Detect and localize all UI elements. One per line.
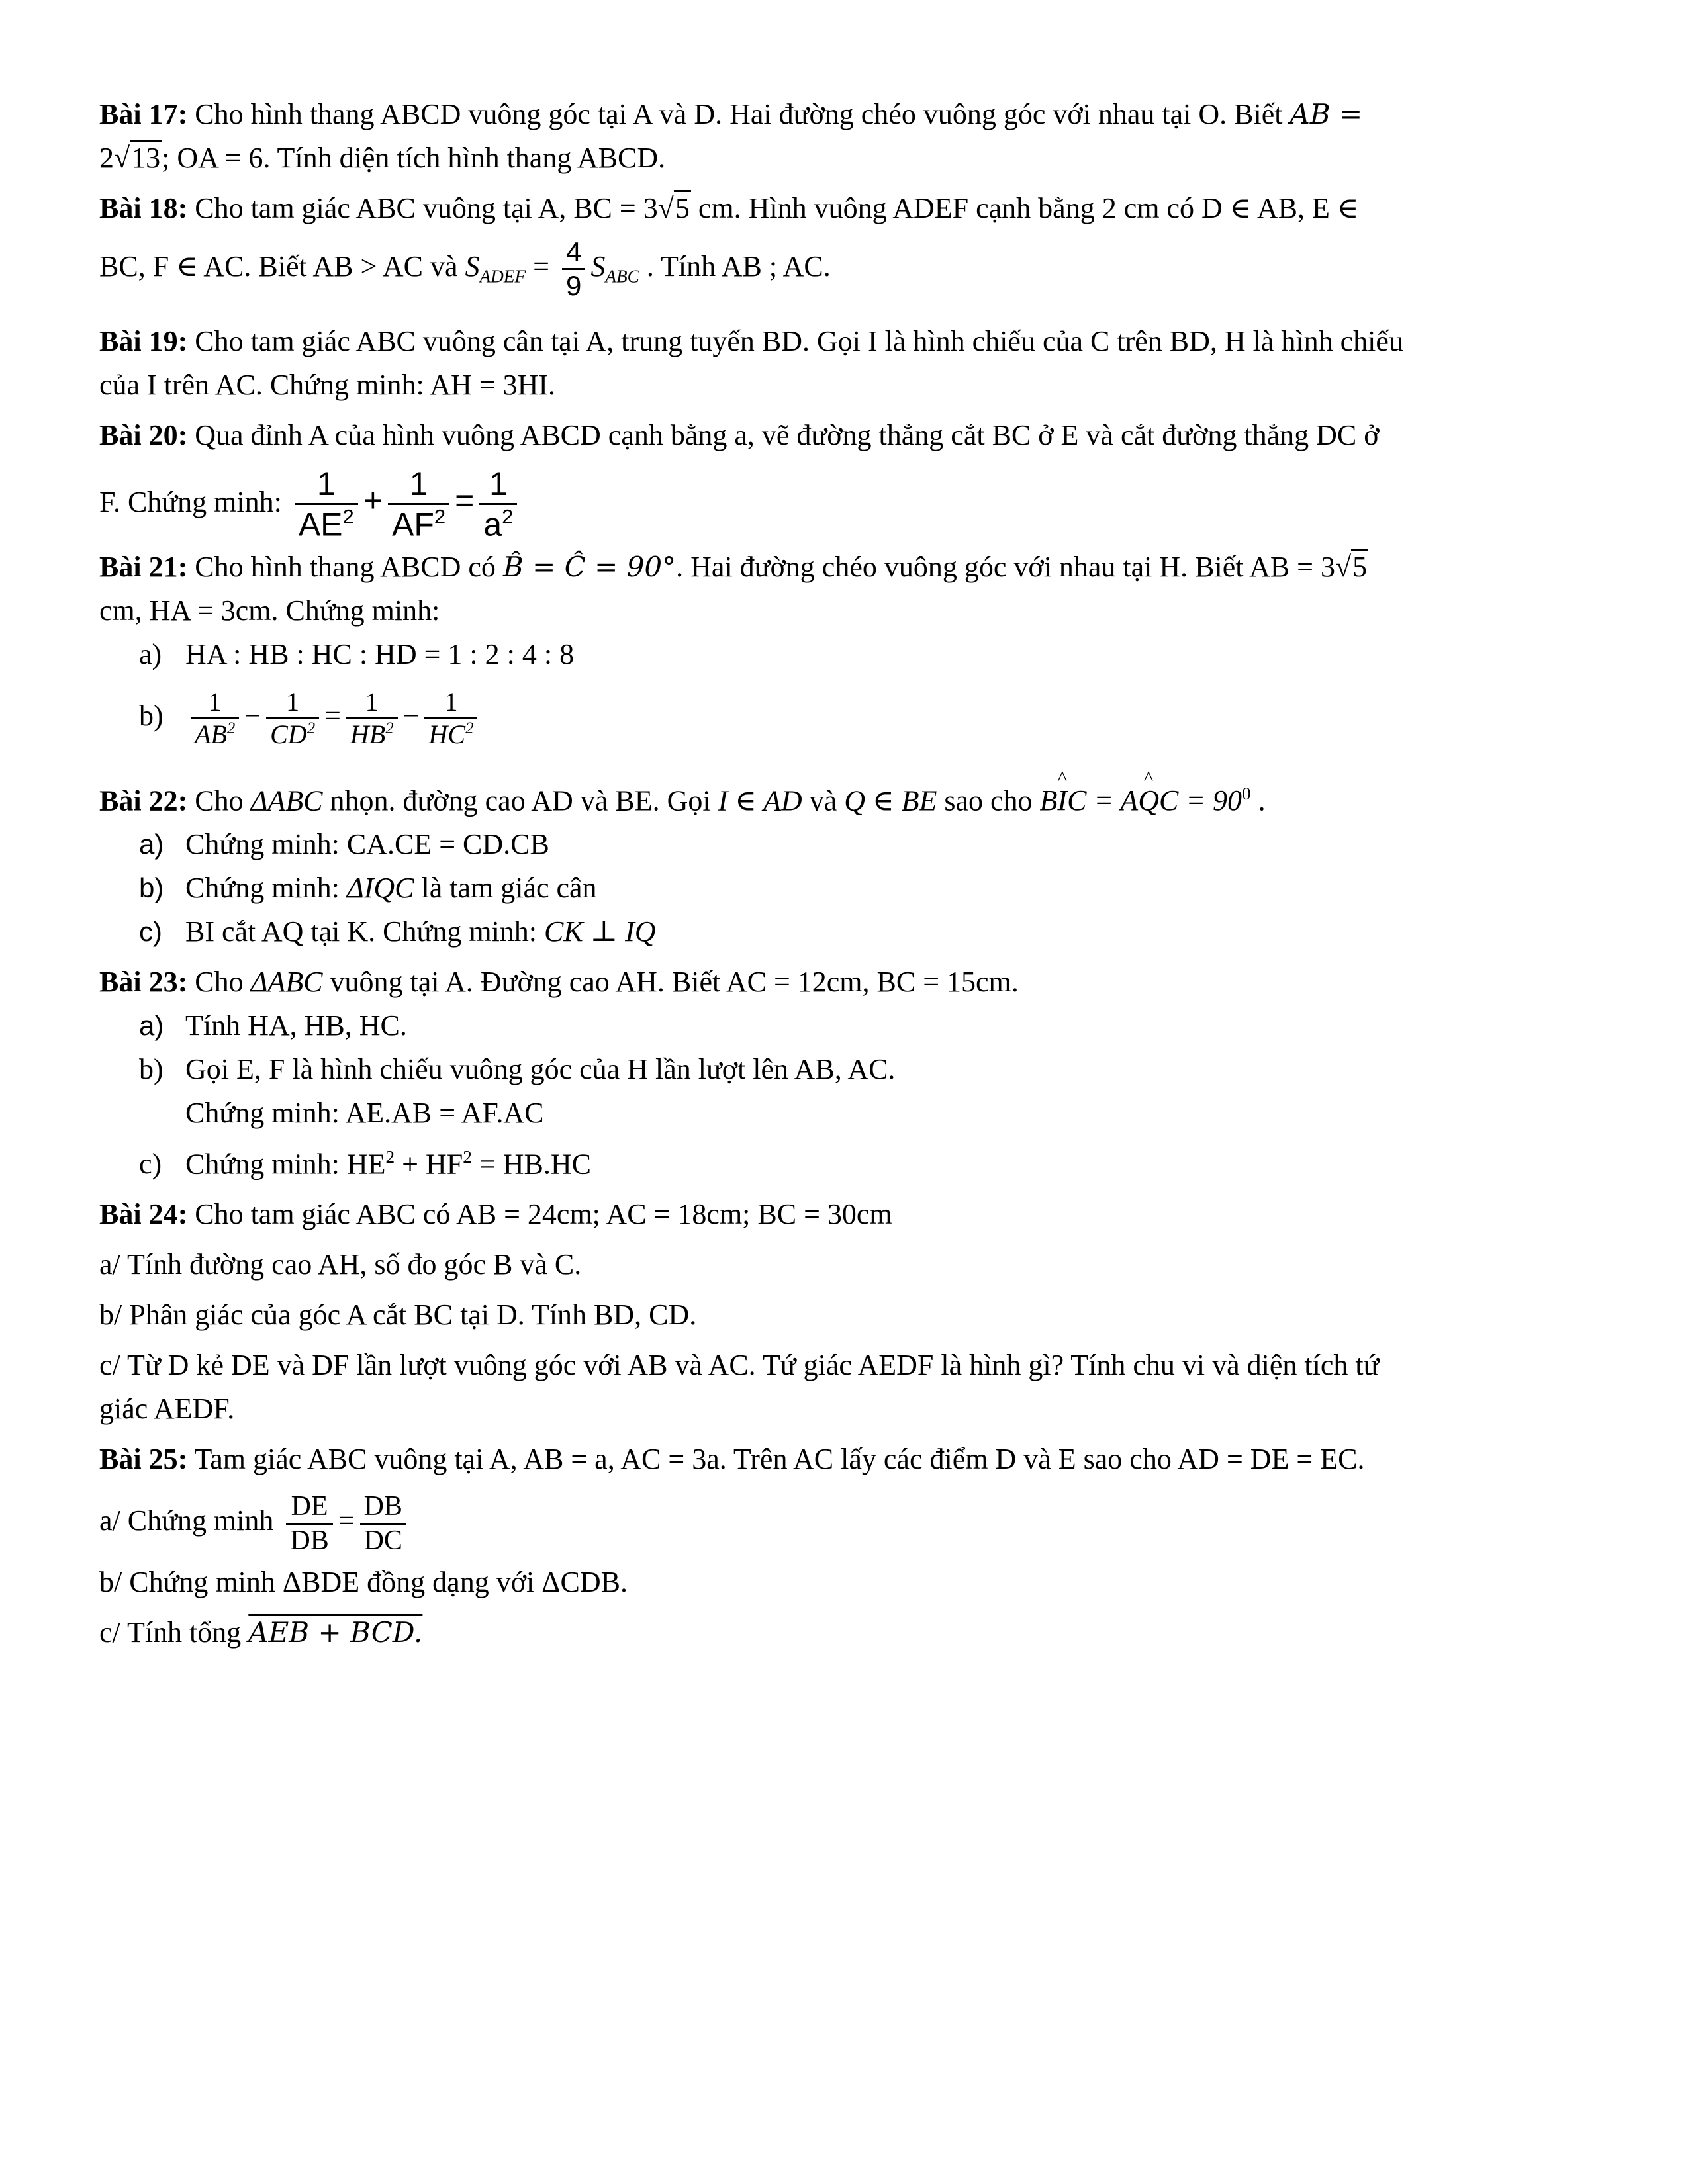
exercise-22-text5: . bbox=[1250, 784, 1266, 817]
exercise-21-text1: Cho hình thang ABCD có bbox=[187, 550, 503, 583]
exercise-21: Bài 21: Cho hình thang ABCD có B̂ = Ĉ = 90°. Hai đường chéo vuông góc với nhau tại H. Biết AB = 3√5 cm, HA = 3cm. Chứng minh: a) HA : HB : HC : HD = 1 : 2 : 4 : 8 b) $\frac{1}{AB^2}$ − $\frac{1}{CD^2}$ = $\frac{1}{HB^2}$ − $\frac{1}{HC^2}$ bbox=[99, 545, 1589, 756]
exercise-19-text2: của I trên AC. Chứng minh: AH = 3HI. bbox=[99, 368, 556, 401]
exercise-23-c-pre: Chứng minh: HE bbox=[185, 1148, 386, 1181]
exercise-21-radicand: 5 bbox=[1351, 549, 1368, 583]
exercise-22-text1: Cho bbox=[187, 784, 251, 817]
exercise-21-b-f3-num: 1 bbox=[346, 687, 398, 719]
exercise-21-b-f3-exp: 2 bbox=[385, 719, 394, 738]
exercise-20-frac3-num: 1 bbox=[479, 465, 517, 506]
exercise-25-b: b/ Chứng minh ΔBDE đồng dạng với ΔCDB. bbox=[99, 1566, 628, 1599]
exercise-20 bbox=[99, 414, 1589, 545]
exercise-25-a-f2-den: DC bbox=[363, 1525, 402, 1556]
exercise-21-b-f1-num: 1 bbox=[191, 687, 239, 719]
exercise-18-s2: S bbox=[590, 250, 606, 283]
exercise-25-text1: Tam giác ABC vuông tại A, AB = a, AC = 3a. Trên AC lấy các điểm D và E sao cho AD = DE = EC. bbox=[187, 1443, 1365, 1476]
exercise-18: Bài 18: Cho tam giác ABC vuông tại A, BC = 3√5 cm. Hình vuông ADEF cạnh bằng 2 cm có D ∈ AB, E ∈ BC, F ∈ AC. Biết AB > AC và $S_{ADEF}$ = $\frac{4}{9}$ $S_{ABC}$ . Tính AB ; AC. bbox=[99, 187, 1589, 313]
exercise-22-text4: sao cho bbox=[937, 784, 1040, 817]
exercise-22-degree: 0 bbox=[1242, 783, 1251, 803]
exercise-22-c-math: CK ⊥ IQ bbox=[544, 915, 656, 948]
exercise-18-frac-den: 9 bbox=[565, 270, 582, 302]
exercise-20-frac1-den: AE bbox=[298, 506, 343, 543]
exercise-20-frac1-exp: 2 bbox=[342, 505, 354, 529]
exercise-23-c-exp1: 2 bbox=[385, 1146, 395, 1167]
exercise-24-a: a/ Tính đường cao AH, số đo góc B và C. bbox=[99, 1248, 582, 1281]
exercise-20-label: Bài 20: bbox=[99, 418, 188, 451]
exercise-22-label: Bài 22: bbox=[99, 784, 188, 817]
exercise-25-a-eq: = bbox=[338, 1504, 355, 1537]
exercise-21-b-f3-den: HB bbox=[350, 719, 386, 749]
exercise-25-a-f2-num: DB bbox=[360, 1490, 406, 1524]
exercise-17-label: Bài 17: bbox=[99, 98, 188, 130]
exercise-18-eq: = bbox=[526, 250, 557, 283]
exercise-21-text2: . Hai đường chéo vuông góc với nhau tại H. Biết AB = 3 bbox=[676, 550, 1335, 583]
exercise-20-plus: + bbox=[363, 481, 383, 519]
exercise-22-math3a: B bbox=[1039, 784, 1058, 817]
exercise-21-b-f2-den: CD bbox=[270, 719, 307, 749]
exercise-21-b-eq: = bbox=[324, 699, 341, 732]
exercise-20-text2: F. Chứng minh: bbox=[99, 485, 289, 518]
exercise-17-text: Cho hình thang ABCD vuông góc tại A và D. Hai đường chéo vuông góc với nhau tại O. Biết bbox=[187, 98, 1290, 130]
exercise-21-b-label: b) bbox=[139, 699, 164, 732]
exercise-24-label: Bài 24: bbox=[99, 1198, 188, 1231]
exercise-18-s1-sub: ADEF bbox=[479, 266, 526, 287]
exercise-23-c-mid: + HF bbox=[395, 1148, 463, 1181]
exercise-22-a-label: a) bbox=[139, 828, 164, 860]
exercise-17-math-ab: AB = bbox=[1289, 98, 1363, 130]
exercise-18-s1: S bbox=[465, 250, 480, 283]
exercise-21-a-label: a) bbox=[139, 637, 162, 670]
exercise-17-line2-post: ; OA = 6. Tính diện tích hình thang ABCD. bbox=[162, 142, 666, 174]
exercise-23-b-text2: Chứng minh: AE.AB = AF.AC bbox=[185, 1096, 544, 1129]
exercise-21-b-minus2: − bbox=[402, 699, 420, 732]
exercise-22-b-label: b) bbox=[139, 872, 164, 903]
exercise-25-a-f1-den: DB bbox=[290, 1525, 329, 1556]
exercise-19-label: Bài 19: bbox=[99, 324, 188, 357]
exercise-21-b-f1-exp: 2 bbox=[226, 719, 236, 738]
exercise-21-a-text: HA : HB : HC : HD = 1 : 2 : 4 : 8 bbox=[185, 637, 575, 670]
exercise-22-math2: Q ∈ BE bbox=[844, 784, 937, 817]
exercise-21-angles: B̂ = Ĉ = 90° bbox=[502, 550, 677, 583]
exercise-22-math3e: C = 90 bbox=[1158, 784, 1243, 817]
exercise-22-math1: I ∈ AD bbox=[718, 784, 802, 817]
exercise-25-c-math: AEB + BCD. bbox=[248, 1616, 423, 1649]
exercise-22 bbox=[99, 772, 1589, 954]
exercise-23-c-exp2: 2 bbox=[463, 1146, 472, 1167]
exercise-24-b: b/ Phân giác của góc A cắt BC tại D. Tính BD, CD. bbox=[99, 1298, 697, 1332]
exercise-17-line2-pre: 2 bbox=[99, 142, 114, 174]
exercise-23-c-post: = HB.HC bbox=[471, 1148, 591, 1181]
exercise-18-line2b: . Tính AB ; AC. bbox=[639, 250, 831, 283]
exercise-23-triangle: ΔABC bbox=[250, 965, 323, 998]
exercise-24-text1: Cho tam giác ABC có AB = 24cm; AC = 18cm; BC = 30cm bbox=[187, 1198, 892, 1231]
exercise-21-b-minus1: − bbox=[244, 699, 261, 732]
exercise-23 bbox=[99, 960, 1589, 1186]
exercise-19-text1: Cho tam giác ABC vuông cân tại A, trung tuyến BD. Gọi I là hình chiếu của C trên BD, H là hình chiếu bbox=[187, 324, 1403, 357]
exercise-22-c-text: BI cắt AQ tại K. Chứng minh: bbox=[185, 915, 545, 948]
exercise-22-c-label: c) bbox=[139, 915, 162, 947]
exercise-20-frac1-num: 1 bbox=[295, 465, 358, 506]
exercise-21-label: Bài 21: bbox=[99, 550, 188, 583]
exercise-22-text3: và bbox=[802, 784, 845, 817]
exercise-21-text3: cm, HA = 3cm. Chứng minh: bbox=[99, 594, 440, 627]
exercise-19 bbox=[99, 320, 1589, 407]
exercise-21-b-f4-den: HC bbox=[428, 719, 466, 749]
exercise-22-math3c: C = A bbox=[1067, 784, 1139, 817]
exercise-20-frac3-exp: 2 bbox=[502, 505, 514, 529]
exercise-20-frac2-num: 1 bbox=[388, 465, 449, 506]
exercise-22-b-text1: Chứng minh: bbox=[185, 871, 347, 904]
exercise-22-a-text: Chứng minh: CA.CE = CD.CB bbox=[185, 827, 549, 860]
exercise-18-text1: Cho tam giác ABC vuông tại A, BC = 3 bbox=[187, 192, 658, 224]
exercise-18-text2: cm. Hình vuông ADEF cạnh bằng 2 cm có D ∈ AB, E ∈ bbox=[690, 192, 1359, 224]
exercise-24-c2: giác AEDF. bbox=[99, 1392, 235, 1426]
exercise-17: Bài 17: Cho hình thang ABCD vuông góc tại A và D. Hai đường chéo vuông góc với nhau tại O. Biết AB = 2√13; OA = 6. Tính diện tích hình thang ABCD. bbox=[99, 98, 1363, 174]
exercise-22-text2: nhọn. đường cao AD và BE. Gọi bbox=[322, 784, 718, 817]
exercise-21-b-f2-num: 1 bbox=[266, 687, 319, 719]
exercise-23-b-text: Gọi E, F là hình chiếu vuông góc của H lần lượt lên AB, AC. bbox=[185, 1052, 896, 1085]
exercise-25-c-pre: c/ Tính tổng bbox=[99, 1616, 249, 1649]
exercise-18-frac-num: 4 bbox=[562, 236, 585, 270]
exercise-21-b-f2-exp: 2 bbox=[306, 719, 316, 738]
exercise-18-radicand: 5 bbox=[674, 190, 691, 224]
document-page bbox=[99, 93, 1589, 1655]
exercise-21-b-f1-den: AB bbox=[195, 719, 227, 749]
exercise-20-frac2-exp: 2 bbox=[434, 505, 446, 529]
exercise-25-label: Bài 25: bbox=[99, 1443, 188, 1476]
exercise-20-frac2-den: AF bbox=[391, 506, 434, 543]
exercise-22-b-math: ΔIQC bbox=[346, 871, 414, 904]
exercise-20-frac3-den: a bbox=[483, 506, 502, 543]
exercise-23-a-label: a) bbox=[139, 1009, 164, 1041]
exercise-20-text1: Qua đỉnh A của hình vuông ABCD cạnh bằng a, vẽ đường thẳng cắt BC ở E và cắt đường thẳng DC ở bbox=[187, 418, 1380, 451]
exercise-20-eq: = bbox=[455, 481, 475, 519]
exercise-23-label: Bài 23: bbox=[99, 965, 188, 998]
exercise-25-a-f1-num: DE bbox=[286, 1490, 332, 1524]
exercise-22-triangle: ΔABC bbox=[250, 784, 323, 817]
exercise-23-text1: Cho bbox=[187, 965, 251, 998]
exercise-18-s2-sub: ABC bbox=[605, 266, 639, 287]
exercise-24-c: c/ Từ D kẻ DE và DF lần lượt vuông góc với AB và AC. Tứ giác AEDF là hình gì? Tính chu vi và diện tích tứ bbox=[99, 1349, 1380, 1382]
exercise-23-b-label: b) bbox=[139, 1052, 164, 1085]
exercise-17-radicand: 13 bbox=[130, 140, 162, 174]
exercise-21-b-f4-exp: 2 bbox=[465, 719, 474, 738]
exercise-22-b-text2: là tam giác cân bbox=[414, 871, 597, 904]
exercise-18-label: Bài 18: bbox=[99, 192, 188, 224]
exercise-23-c-label: c) bbox=[139, 1148, 162, 1181]
exercise-21-b-f4-num: 1 bbox=[424, 687, 477, 719]
exercise-22-math3b: ^ I bbox=[1057, 779, 1067, 823]
exercise-23-a-text: Tính HA, HB, HC. bbox=[185, 1009, 407, 1042]
exercise-25 bbox=[99, 1437, 1589, 1655]
exercise-25-a-pre: a/ Chứng minh bbox=[99, 1504, 281, 1537]
exercise-22-math3d: ^ Q bbox=[1138, 779, 1159, 823]
exercise-24 bbox=[99, 1193, 1589, 1431]
exercise-18-line2a: BC, F ∈ AC. Biết AB > AC và bbox=[99, 250, 465, 283]
exercise-23-text2: vuông tại A. Đường cao AH. Biết AC = 12cm, BC = 15cm. bbox=[322, 965, 1019, 998]
